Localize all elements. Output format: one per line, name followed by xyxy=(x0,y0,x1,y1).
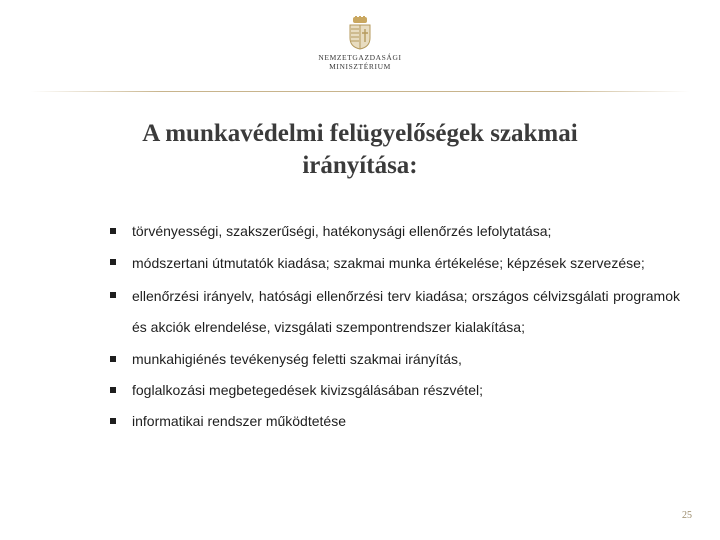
list-item xyxy=(110,281,680,343)
list-item-text: módszertani útmutatók kiadása; szakmai munka értékelése; képzések szervezése; xyxy=(132,255,645,271)
square-bullet-icon xyxy=(110,228,116,234)
square-bullet-icon xyxy=(110,259,116,265)
square-bullet-icon xyxy=(110,292,116,298)
list-item-text: munkahigiénés tevékenység feletti szakmai irányítás, xyxy=(132,351,462,367)
slide-title-line1: A munkavédelmi felügyelőségek szakmai xyxy=(142,120,578,147)
list-item-text: ellenőrzési irányelv, hatósági ellenőrzési terv kiadása; országos célvizsgálati programok és akciók elrendelése, vizsgálati szempontrendszer kialakítása; xyxy=(132,288,680,335)
list-item xyxy=(110,217,680,246)
header-divider xyxy=(30,91,690,92)
slide-header xyxy=(0,0,720,92)
square-bullet-icon xyxy=(110,387,116,393)
slide-title xyxy=(40,118,680,182)
list-item-text: törvényességi, szakszerűségi, hatékonysági ellenőrzés lefolytatása; xyxy=(132,223,552,239)
list-item xyxy=(110,376,680,405)
square-bullet-icon xyxy=(110,356,116,362)
square-bullet-icon xyxy=(110,418,116,424)
page-number: 25 xyxy=(682,510,692,521)
list-item-text: foglalkozási megbetegedések kivizsgálásában részvétel; xyxy=(132,382,483,398)
list-item xyxy=(110,248,680,279)
coat-of-arms-icon xyxy=(347,16,373,50)
bullet-list xyxy=(110,217,680,438)
ministry-name-line2: MINISZTÉRIUM xyxy=(329,62,391,71)
list-item xyxy=(110,407,680,436)
ministry-logo xyxy=(310,16,410,71)
list-item xyxy=(110,345,680,374)
list-item-text: informatikai rendszer működtetése xyxy=(132,413,346,429)
ministry-name-line1: NEMZETGAZDASÁGI xyxy=(318,53,402,62)
slide-title-line2: irányítása: xyxy=(302,152,418,179)
ministry-name xyxy=(310,53,410,71)
